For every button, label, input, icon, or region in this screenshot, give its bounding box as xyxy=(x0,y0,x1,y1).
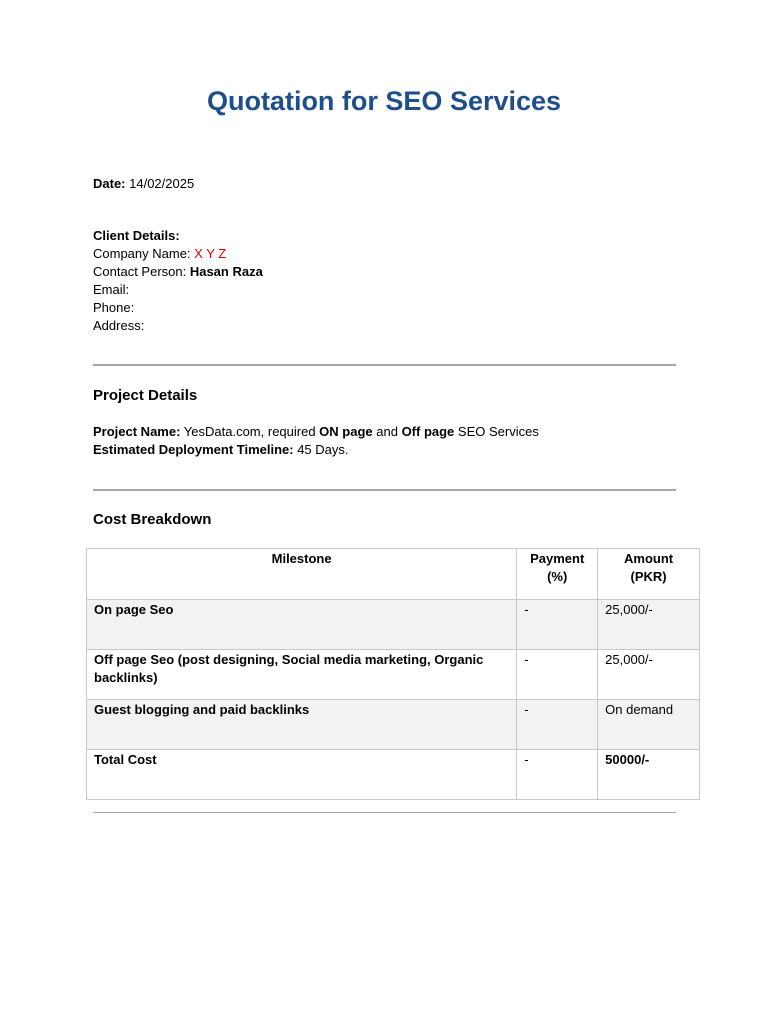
payment-cell: - xyxy=(517,650,598,700)
date-value: 14/02/2025 xyxy=(125,176,195,191)
phone-label: Phone: xyxy=(93,300,135,315)
column-header-amount: Amount (PKR) xyxy=(598,549,700,600)
date-line xyxy=(93,175,194,193)
project-name-line xyxy=(93,423,539,441)
page-title: Quotation for SEO Services xyxy=(206,86,562,116)
payment-cell: - xyxy=(517,750,598,800)
email-label: Email: xyxy=(93,282,130,297)
date-label: Date: xyxy=(93,176,126,191)
milestone-cell: Total Cost xyxy=(87,750,517,800)
contact-line xyxy=(93,263,263,281)
project-name-offpage: Off page xyxy=(401,424,455,439)
contact-value: Hasan Raza xyxy=(189,264,263,279)
table-header-row xyxy=(87,549,700,600)
divider xyxy=(93,364,676,366)
client-details xyxy=(93,227,263,335)
milestone-cell: On page Seo xyxy=(87,600,517,650)
amount-cell: On demand xyxy=(598,700,700,750)
client-heading: Client Details: xyxy=(93,228,180,243)
table-row xyxy=(87,650,700,700)
table-row xyxy=(87,700,700,750)
contact-label: Contact Person: xyxy=(93,264,190,279)
milestone-cell: Guest blogging and paid backlinks xyxy=(87,700,517,750)
project-name-services: SEO Services xyxy=(454,424,539,439)
timeline-label: Estimated Deployment Timeline: xyxy=(93,442,294,457)
payment-cell: - xyxy=(517,600,598,650)
timeline-line xyxy=(93,441,539,459)
project-name-label: Project Name: xyxy=(93,424,181,439)
cost-table xyxy=(86,548,700,800)
divider xyxy=(93,489,676,491)
milestone-cell: Off page Seo (post designing, Social media marketing, Organic backlinks) xyxy=(87,650,517,700)
column-header-milestone: Milestone xyxy=(87,549,517,600)
project-name-and: and xyxy=(372,424,402,439)
project-name-text: YesData.com, required xyxy=(180,424,320,439)
amount-cell: 25,000/- xyxy=(598,650,700,700)
project-heading: Project Details xyxy=(93,387,198,404)
amount-cell: 25,000/- xyxy=(598,600,700,650)
project-name-onpage: ON page xyxy=(319,424,373,439)
company-line xyxy=(93,245,263,263)
company-value: X Y Z xyxy=(194,246,227,261)
cost-heading: Cost Breakdown xyxy=(93,511,212,528)
table-row-total xyxy=(87,750,700,800)
project-details xyxy=(93,423,539,459)
timeline-value: 45 Days. xyxy=(293,442,349,457)
table-row xyxy=(87,600,700,650)
address-label: Address: xyxy=(93,318,145,333)
amount-cell: 50000/- xyxy=(598,750,700,800)
payment-cell: - xyxy=(517,700,598,750)
divider xyxy=(93,812,676,813)
company-label: Company Name: xyxy=(93,246,195,261)
column-header-payment: Payment (%) xyxy=(517,549,598,600)
